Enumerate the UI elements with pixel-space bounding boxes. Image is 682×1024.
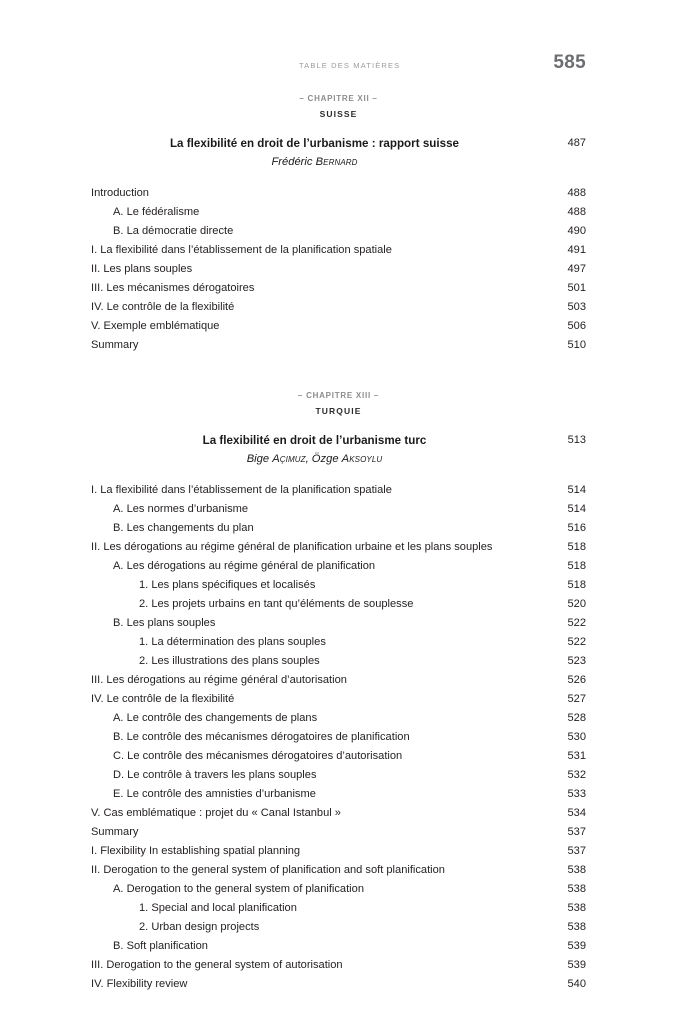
toc-entry-label: A. Derogation to the general system of planification: [113, 883, 364, 895]
chapter-title-row: [91, 136, 586, 152]
toc-entry-label: 1. Les plans spécifiques et localisés: [139, 579, 316, 591]
toc-entry-page-number: 518: [567, 541, 586, 553]
toc-entry-label: III. Derogation to the general system of autorisation: [91, 959, 343, 971]
toc-entry-label: B. Soft planification: [113, 940, 208, 952]
toc-entry-label: D. Le contrôle à travers les plans souples: [113, 769, 317, 781]
toc-entry[interactable]: [91, 690, 586, 709]
toc-entry-label: B. Les changements du plan: [113, 522, 254, 534]
chapter-title: La flexibilité en droit de l’urbanisme turc: [202, 434, 427, 447]
author-given-name-2: , Özge: [305, 453, 342, 465]
chapter-country: TURQUIE: [315, 406, 362, 416]
toc-entry[interactable]: [91, 260, 586, 279]
author-given-name: Bige: [246, 453, 273, 465]
author-surname: Açımuz: [272, 453, 306, 465]
toc-entry[interactable]: [91, 956, 586, 975]
toc-entry-page-number: 533: [567, 788, 586, 800]
chapter-label: – CHAPITRE XIII –: [297, 391, 380, 400]
toc-entry-label: IV. Le contrôle de la flexibilité: [91, 301, 235, 313]
toc-entry[interactable]: [91, 298, 586, 317]
toc-entry-label: 2. Les illustrations des plans souples: [139, 655, 320, 667]
toc-entry-page-number: 518: [567, 560, 586, 572]
toc-entry-label: Summary: [91, 339, 139, 351]
toc-entry[interactable]: [91, 481, 586, 500]
toc-entry[interactable]: [91, 576, 586, 595]
toc-entry-label: A. Le fédéralisme: [113, 206, 200, 218]
toc-entry[interactable]: [91, 823, 586, 842]
toc-entry-page-number: 539: [567, 940, 586, 952]
toc-entry-label: IV. Flexibility review: [91, 978, 188, 990]
chapter-authors: [91, 154, 586, 171]
toc-entry-label: V. Exemple emblématique: [91, 320, 220, 332]
toc-entry[interactable]: [91, 633, 586, 652]
chapter-label: – CHAPITRE XII –: [299, 94, 378, 103]
toc-entry-label: III. Les dérogations au régime général d’autorisation: [91, 674, 347, 686]
toc-entry-label: Summary: [91, 826, 139, 838]
toc-entry[interactable]: [91, 279, 586, 298]
toc-entry-label: II. Les dérogations au régime général de planification urbaine et les plans souples: [91, 541, 493, 553]
toc-entry[interactable]: [91, 880, 586, 899]
toc-entry-page-number: 528: [567, 712, 586, 724]
toc-entry-page-number: 539: [567, 959, 586, 971]
toc-entry-label: 2. Urban design projects: [139, 921, 260, 933]
toc-entry-page-number: 497: [567, 263, 586, 275]
chapter-authors: [91, 451, 586, 468]
toc-entry-page-number: 538: [567, 921, 586, 933]
toc-entry-page-number: 506: [567, 320, 586, 332]
toc-entry-page-number: 538: [567, 864, 586, 876]
toc-entry-page-number: 540: [567, 978, 586, 990]
toc-entry-label: I. Flexibility In establishing spatial planning: [91, 845, 301, 857]
toc-entry[interactable]: [91, 500, 586, 519]
toc-entry-page-number: 518: [567, 579, 586, 591]
chapter-country: SUISSE: [319, 109, 358, 119]
toc-entry-page-number: 488: [567, 206, 586, 218]
author-surname: Bernard: [315, 156, 358, 168]
toc-entry[interactable]: [91, 918, 586, 937]
running-header: [0, 52, 682, 80]
toc-entry-label: B. Les plans souples: [113, 617, 216, 629]
toc-entry-page-number: 534: [567, 807, 586, 819]
toc-entry[interactable]: [91, 785, 586, 804]
toc-entry-label: 1. La détermination des plans souples: [139, 636, 326, 648]
toc-entry-page-number: 527: [567, 693, 586, 705]
toc-entry[interactable]: [91, 241, 586, 260]
toc-entry-label: A. Les dérogations au régime général de planification: [113, 560, 376, 572]
toc-entry-page-number: 538: [567, 883, 586, 895]
toc-entry-label: 2. Les projets urbains en tant qu’éléments de souplesse: [139, 598, 414, 610]
chapter-block-xii: [91, 92, 586, 355]
toc-entry-page-number: 522: [567, 617, 586, 629]
toc-entry[interactable]: [91, 975, 586, 994]
toc-entry[interactable]: [91, 336, 586, 355]
toc-entry-label: C. Le contrôle des mécanismes dérogatoires d’autorisation: [113, 750, 403, 762]
toc-entry-label: II. Les plans souples: [91, 263, 193, 275]
toc-entry-page-number: 490: [567, 225, 586, 237]
toc-entry-label: I. La flexibilité dans l’établissement de la planification spatiale: [91, 484, 392, 496]
toc-entry-page-number: 537: [567, 845, 586, 857]
toc-entry[interactable]: [91, 766, 586, 785]
toc-entry[interactable]: [91, 899, 586, 918]
toc-entry-page-number: 531: [567, 750, 586, 762]
toc-entry-label: B. Le contrôle des mécanismes dérogatoires de planification: [113, 731, 410, 743]
toc-entry-page-number: 510: [567, 339, 586, 351]
toc-entry-label: A. Le contrôle des changements de plans: [113, 712, 318, 724]
toc-entry[interactable]: [91, 614, 586, 633]
entry-list-xiii: [91, 481, 586, 994]
toc-entry-page-number: 526: [567, 674, 586, 686]
toc-entry[interactable]: [91, 519, 586, 538]
toc-entry-page-number: 523: [567, 655, 586, 667]
toc-entry-label: II. Derogation to the general system of planification and soft planification: [91, 864, 445, 876]
toc-entry-label: I. La flexibilité dans l’établissement de la planification spatiale: [91, 244, 392, 256]
chapter-block-xiii: [91, 389, 586, 994]
toc-entry-label: III. Les mécanismes dérogatoires: [91, 282, 255, 294]
toc-entry-page-number: 522: [567, 636, 586, 648]
chapter-title-row: [91, 433, 586, 449]
toc-entry[interactable]: [91, 709, 586, 728]
toc-entry-label: B. La démocratie directe: [113, 225, 234, 237]
toc-entry-label: A. Les normes d’urbanisme: [113, 503, 249, 515]
chapter-title-page: 513: [567, 434, 586, 446]
toc-entry-label: Introduction: [91, 187, 149, 199]
toc-entry-page-number: 491: [567, 244, 586, 256]
page-folio-number: 585: [553, 52, 586, 73]
toc-entry-label: E. Le contrôle des amnisties d’urbanisme: [113, 788, 316, 800]
toc-entry-page-number: 514: [567, 503, 586, 515]
toc-entry[interactable]: [91, 842, 586, 861]
running-header-title: TABLE DES MATIÈRES: [299, 61, 401, 70]
author-surname-2: Aksoylu: [341, 453, 383, 465]
toc-entry-label: 1. Special and local planification: [139, 902, 297, 914]
chapter-title-page: 487: [567, 137, 586, 149]
entry-list-xii: [91, 184, 586, 355]
toc-entry-page-number: 530: [567, 731, 586, 743]
toc-entry[interactable]: [91, 652, 586, 671]
toc-entry[interactable]: [91, 222, 586, 241]
toc-entry-page-number: 501: [567, 282, 586, 294]
toc-entry[interactable]: [91, 804, 586, 823]
toc-entry-page-number: 514: [567, 484, 586, 496]
toc-entry-page-number: 537: [567, 826, 586, 838]
toc-entry-page-number: 538: [567, 902, 586, 914]
toc-entry[interactable]: [91, 728, 586, 747]
toc-entry-label: V. Cas emblématique : projet du « Canal Istanbul »: [91, 807, 341, 819]
toc-entry-page-number: 503: [567, 301, 586, 313]
toc-entry[interactable]: [91, 203, 586, 222]
toc-entry[interactable]: [91, 184, 586, 203]
toc-entry[interactable]: [91, 557, 586, 576]
toc-entry[interactable]: [91, 317, 586, 336]
toc-content: [91, 92, 586, 994]
toc-entry-page-number: 516: [567, 522, 586, 534]
toc-entry[interactable]: [91, 538, 586, 557]
toc-entry-page-number: 488: [567, 187, 586, 199]
toc-entry-page-number: 532: [567, 769, 586, 781]
toc-entry[interactable]: [91, 861, 586, 880]
toc-entry[interactable]: [91, 671, 586, 690]
author-given-name: Frédéric: [271, 156, 316, 168]
toc-entry[interactable]: [91, 595, 586, 614]
toc-entry[interactable]: [91, 937, 586, 956]
toc-entry-label: IV. Le contrôle de la flexibilité: [91, 693, 235, 705]
toc-entry[interactable]: [91, 747, 586, 766]
chapter-title: La flexibilité en droit de l’urbanisme : rapport suisse: [169, 137, 460, 150]
toc-entry-page-number: 520: [567, 598, 586, 610]
